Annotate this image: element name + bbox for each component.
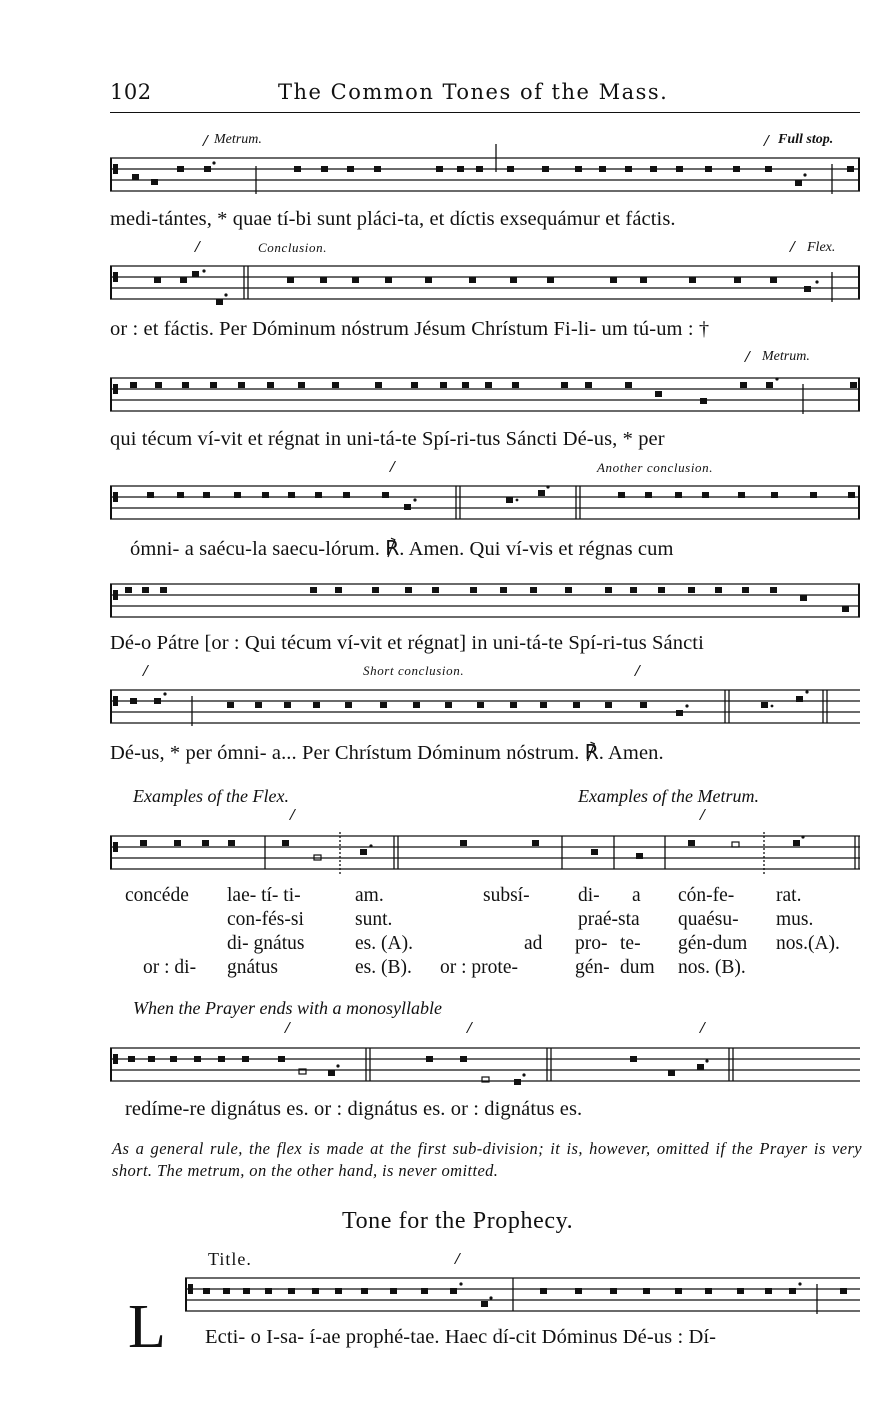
- ex-cell: rat.: [776, 885, 802, 906]
- staff-3: [110, 370, 862, 420]
- ex-cell: mus.: [776, 909, 814, 930]
- ex-cell: a: [632, 885, 641, 906]
- ex-cell: dum: [620, 957, 655, 978]
- ex-cell: or : prote-: [440, 957, 518, 978]
- ex-cell: nos. (B).: [678, 957, 746, 978]
- ex-cell: am.: [355, 885, 384, 906]
- initial-letter: L: [128, 1293, 166, 1361]
- accent-mark: /: [290, 805, 295, 824]
- running-title: The Common Tones of the Mass.: [278, 80, 669, 104]
- page-header: [110, 80, 860, 112]
- ex-cell: di-: [578, 885, 600, 906]
- ex-cell: te-: [620, 933, 641, 954]
- accent-mark: /: [203, 131, 208, 150]
- monosyllable-staff: [110, 1040, 862, 1090]
- header-rule: [110, 112, 860, 113]
- ex-cell: es. (B).: [355, 957, 412, 978]
- ex-cell: es. (A).: [355, 933, 413, 954]
- full-stop-label: Full stop.: [778, 132, 834, 147]
- or-note: or : et fáctis. Per Dóminum nóstrum Jésum Chrístum Fi-li- um tú-um : †: [110, 318, 710, 340]
- ex-cell: gnátus: [227, 957, 278, 978]
- prophecy-lyrics: Ecti- o I-sa- í-ae prophé-tae. Haec dí-cit Dóminus Dé-us : Dí-: [205, 1326, 717, 1348]
- examples-staff: [110, 828, 862, 878]
- staff-2: [110, 258, 862, 308]
- metrum-label: Metrum.: [762, 349, 810, 364]
- accent-mark: /: [467, 1018, 472, 1037]
- ex-cell: subsí-: [483, 885, 530, 906]
- ex-cell: pro-: [575, 933, 608, 954]
- flex-examples-heading: Examples of the Flex.: [133, 786, 289, 806]
- metrum-examples-heading: Examples of the Metrum.: [578, 786, 759, 806]
- prophecy-heading: Tone for the Prophecy.: [342, 1208, 574, 1234]
- ex-cell: quaésu-: [678, 909, 739, 930]
- accent-mark: /: [143, 661, 148, 680]
- accent-mark: /: [700, 1018, 705, 1037]
- accent-mark: /: [745, 347, 750, 366]
- lyrics-line-1: medi-tántes, * quae tí-bi sunt pláci-ta, et díctis exsequámur et fáctis.: [110, 208, 676, 230]
- monosyllable-heading: When the Prayer ends with a monosyllable: [133, 998, 442, 1018]
- ex-cell: nos.(A).: [776, 933, 840, 954]
- accent-mark: /: [700, 805, 705, 824]
- ex-cell: cón-fe-: [678, 885, 735, 906]
- another-conclusion-label: Another conclusion.: [597, 460, 714, 475]
- rule-note: As a general rule, the flex is made at the first sub-division; it is, however, omitted if the Prayer is very short. The metrum, on the other hand, is never omitted.: [112, 1139, 862, 1180]
- lyrics-line-2: [110, 318, 709, 341]
- metrum-label: Metrum.: [214, 132, 262, 147]
- accent-mark: /: [195, 237, 200, 256]
- ex-cell: ad: [524, 933, 543, 954]
- monosyllable-lyrics: redíme-re dignátus es. or : dignátus es. or : dignátus es.: [125, 1098, 583, 1120]
- accent-mark: /: [285, 1018, 290, 1037]
- lyrics-line-3: qui técum ví-vit et régnat in uni-tá-te Spí-ri-tus Sáncti Dé-us, * per: [110, 428, 665, 450]
- staff-6: [110, 682, 862, 732]
- prophecy-staff: [185, 1270, 862, 1320]
- lyrics-line-4: ómni- a saécu-la saecu-lórum. ℟. Amen. Qui ví-vis et régnas cum: [130, 538, 674, 560]
- flex-label: Flex.: [807, 240, 836, 255]
- ex-cell: di- gnátus: [227, 933, 305, 954]
- staff-5: [110, 576, 862, 626]
- ex-cell: or : di-: [143, 957, 197, 978]
- ex-cell: praé-sta: [578, 909, 640, 930]
- staff-1: [110, 150, 862, 198]
- ex-cell: gén-dum: [678, 933, 748, 954]
- accent-mark: /: [790, 237, 795, 256]
- short-conclusion-label: Short conclusion.: [363, 663, 465, 678]
- accent-mark: /: [455, 1249, 460, 1268]
- page-number: 102: [110, 80, 152, 104]
- ex-cell: sunt.: [355, 909, 393, 930]
- staff-4: [110, 478, 862, 528]
- ex-cell: lae- tí- ti-: [227, 885, 301, 906]
- lyrics-line-6: Dé-us, * per ómni- a... Per Chrístum Dóminum nóstrum. ℟. Amen.: [110, 742, 664, 764]
- accent-mark: /: [764, 131, 769, 150]
- conclusion-label: Conclusion.: [258, 240, 328, 255]
- accent-mark: /: [635, 661, 640, 680]
- ex-cell: gén-: [575, 957, 610, 978]
- ex-cell: concéde: [125, 885, 189, 906]
- ex-cell: con-fés-si: [227, 909, 304, 930]
- title-label: Title.: [208, 1249, 252, 1269]
- accent-mark: /: [390, 457, 395, 476]
- lyrics-line-5: Dé-o Pátre [or : Qui técum ví-vit et régnat] in uni-tá-te Spí-ri-tus Sáncti: [110, 632, 704, 654]
